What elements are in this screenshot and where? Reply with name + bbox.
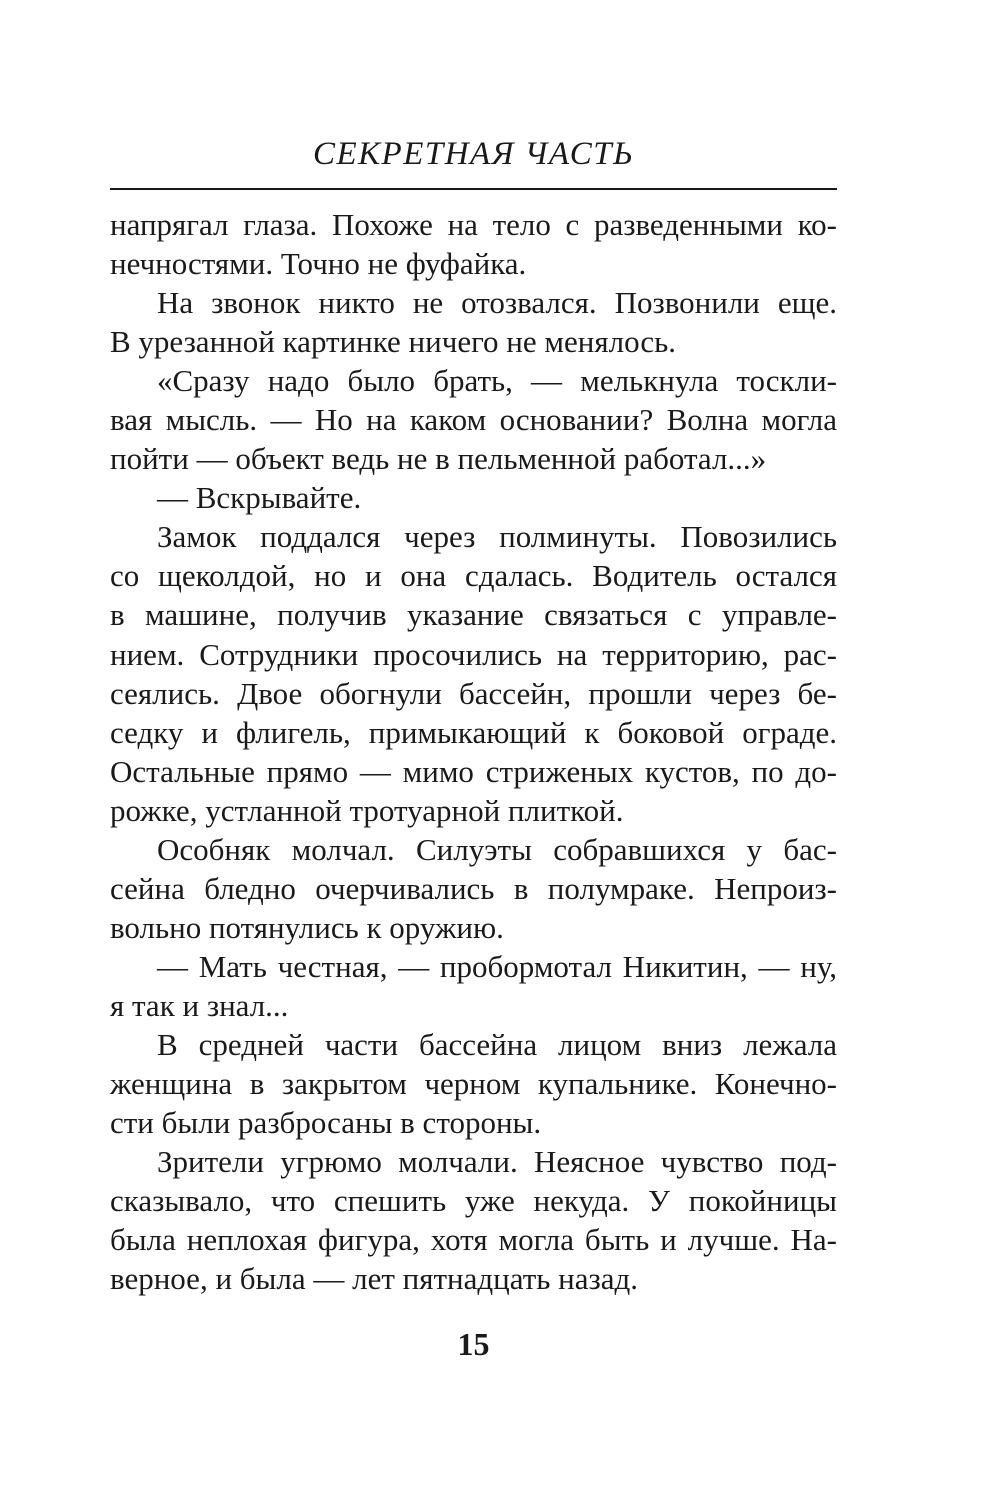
text-line: сеялись. Двое обогнули бассейн, прошли через бе- xyxy=(110,675,837,711)
text-line: в машине, получив указание связаться с управле- xyxy=(110,597,837,633)
running-title: СЕКРЕТНАЯ ЧАСТЬ xyxy=(312,136,635,172)
text-line: вая мысль. — Но на каком основании? Волна могла xyxy=(110,402,837,438)
text-line: рожке, устланной тротуарной плиткой. xyxy=(110,792,624,828)
text-line: верное, и была — лет пятнадцать назад. xyxy=(110,1261,639,1297)
text-line: Зрители угрюмо молчали. Неясное чувство под- xyxy=(157,1144,837,1180)
text-line: нечностями. Точно не фуфайка. xyxy=(110,246,527,282)
text-line: была неплохая фигура, хотя могла быть и лучше. На- xyxy=(110,1222,837,1258)
text-line: Остальные прямо — мимо стриженых кустов, по до- xyxy=(110,753,837,789)
text-line: нием. Сотрудники просочились на территорию, рас- xyxy=(110,636,837,672)
page-number: 15 xyxy=(457,1326,490,1362)
body-text xyxy=(110,205,837,1298)
text-line: Замок поддался через полминуты. Повозились xyxy=(157,519,837,555)
text-line: напрягал глаза. Похоже на тело с разведенными ко- xyxy=(110,207,837,242)
text-line: В урезанной картинке ничего не менялось. xyxy=(110,324,676,360)
text-line: На звонок никто не отозвался. Позвонили еще. xyxy=(157,285,837,321)
text-line: женщина в закрытом черном купальнике. Конечно- xyxy=(110,1066,837,1102)
header-rule xyxy=(110,188,837,190)
text-line: сказывало, что спешить уже некуда. У покойницы xyxy=(110,1183,837,1219)
text-line: — Мать честная, — пробормотал Никитин, — ну, xyxy=(157,948,837,984)
text-line: «Сразу надо было брать, — мелькнула тоскли- xyxy=(157,363,837,399)
text-line: Особняк молчал. Силуэты собравшихся у бас- xyxy=(157,831,837,867)
text-line: пойти — объект ведь не в пельменной работал...» xyxy=(110,441,767,477)
text-line: я так и знал... xyxy=(110,987,289,1023)
text-line: В средней части бассейна лицом вниз лежала xyxy=(157,1026,837,1062)
text-line: вольно потянулись к оружию. xyxy=(110,909,504,945)
text-line: сейна бледно очерчивались в полумраке. Непроиз- xyxy=(110,870,837,906)
text-line: — Вскрывайте. xyxy=(157,480,362,516)
text-line: со щеколдой, но и она сдалась. Водитель остался xyxy=(110,558,837,594)
text-line: сти были разбросаны в стороны. xyxy=(110,1105,542,1141)
text-line: седку и флигель, примыкающий к боковой ограде. xyxy=(110,714,837,750)
